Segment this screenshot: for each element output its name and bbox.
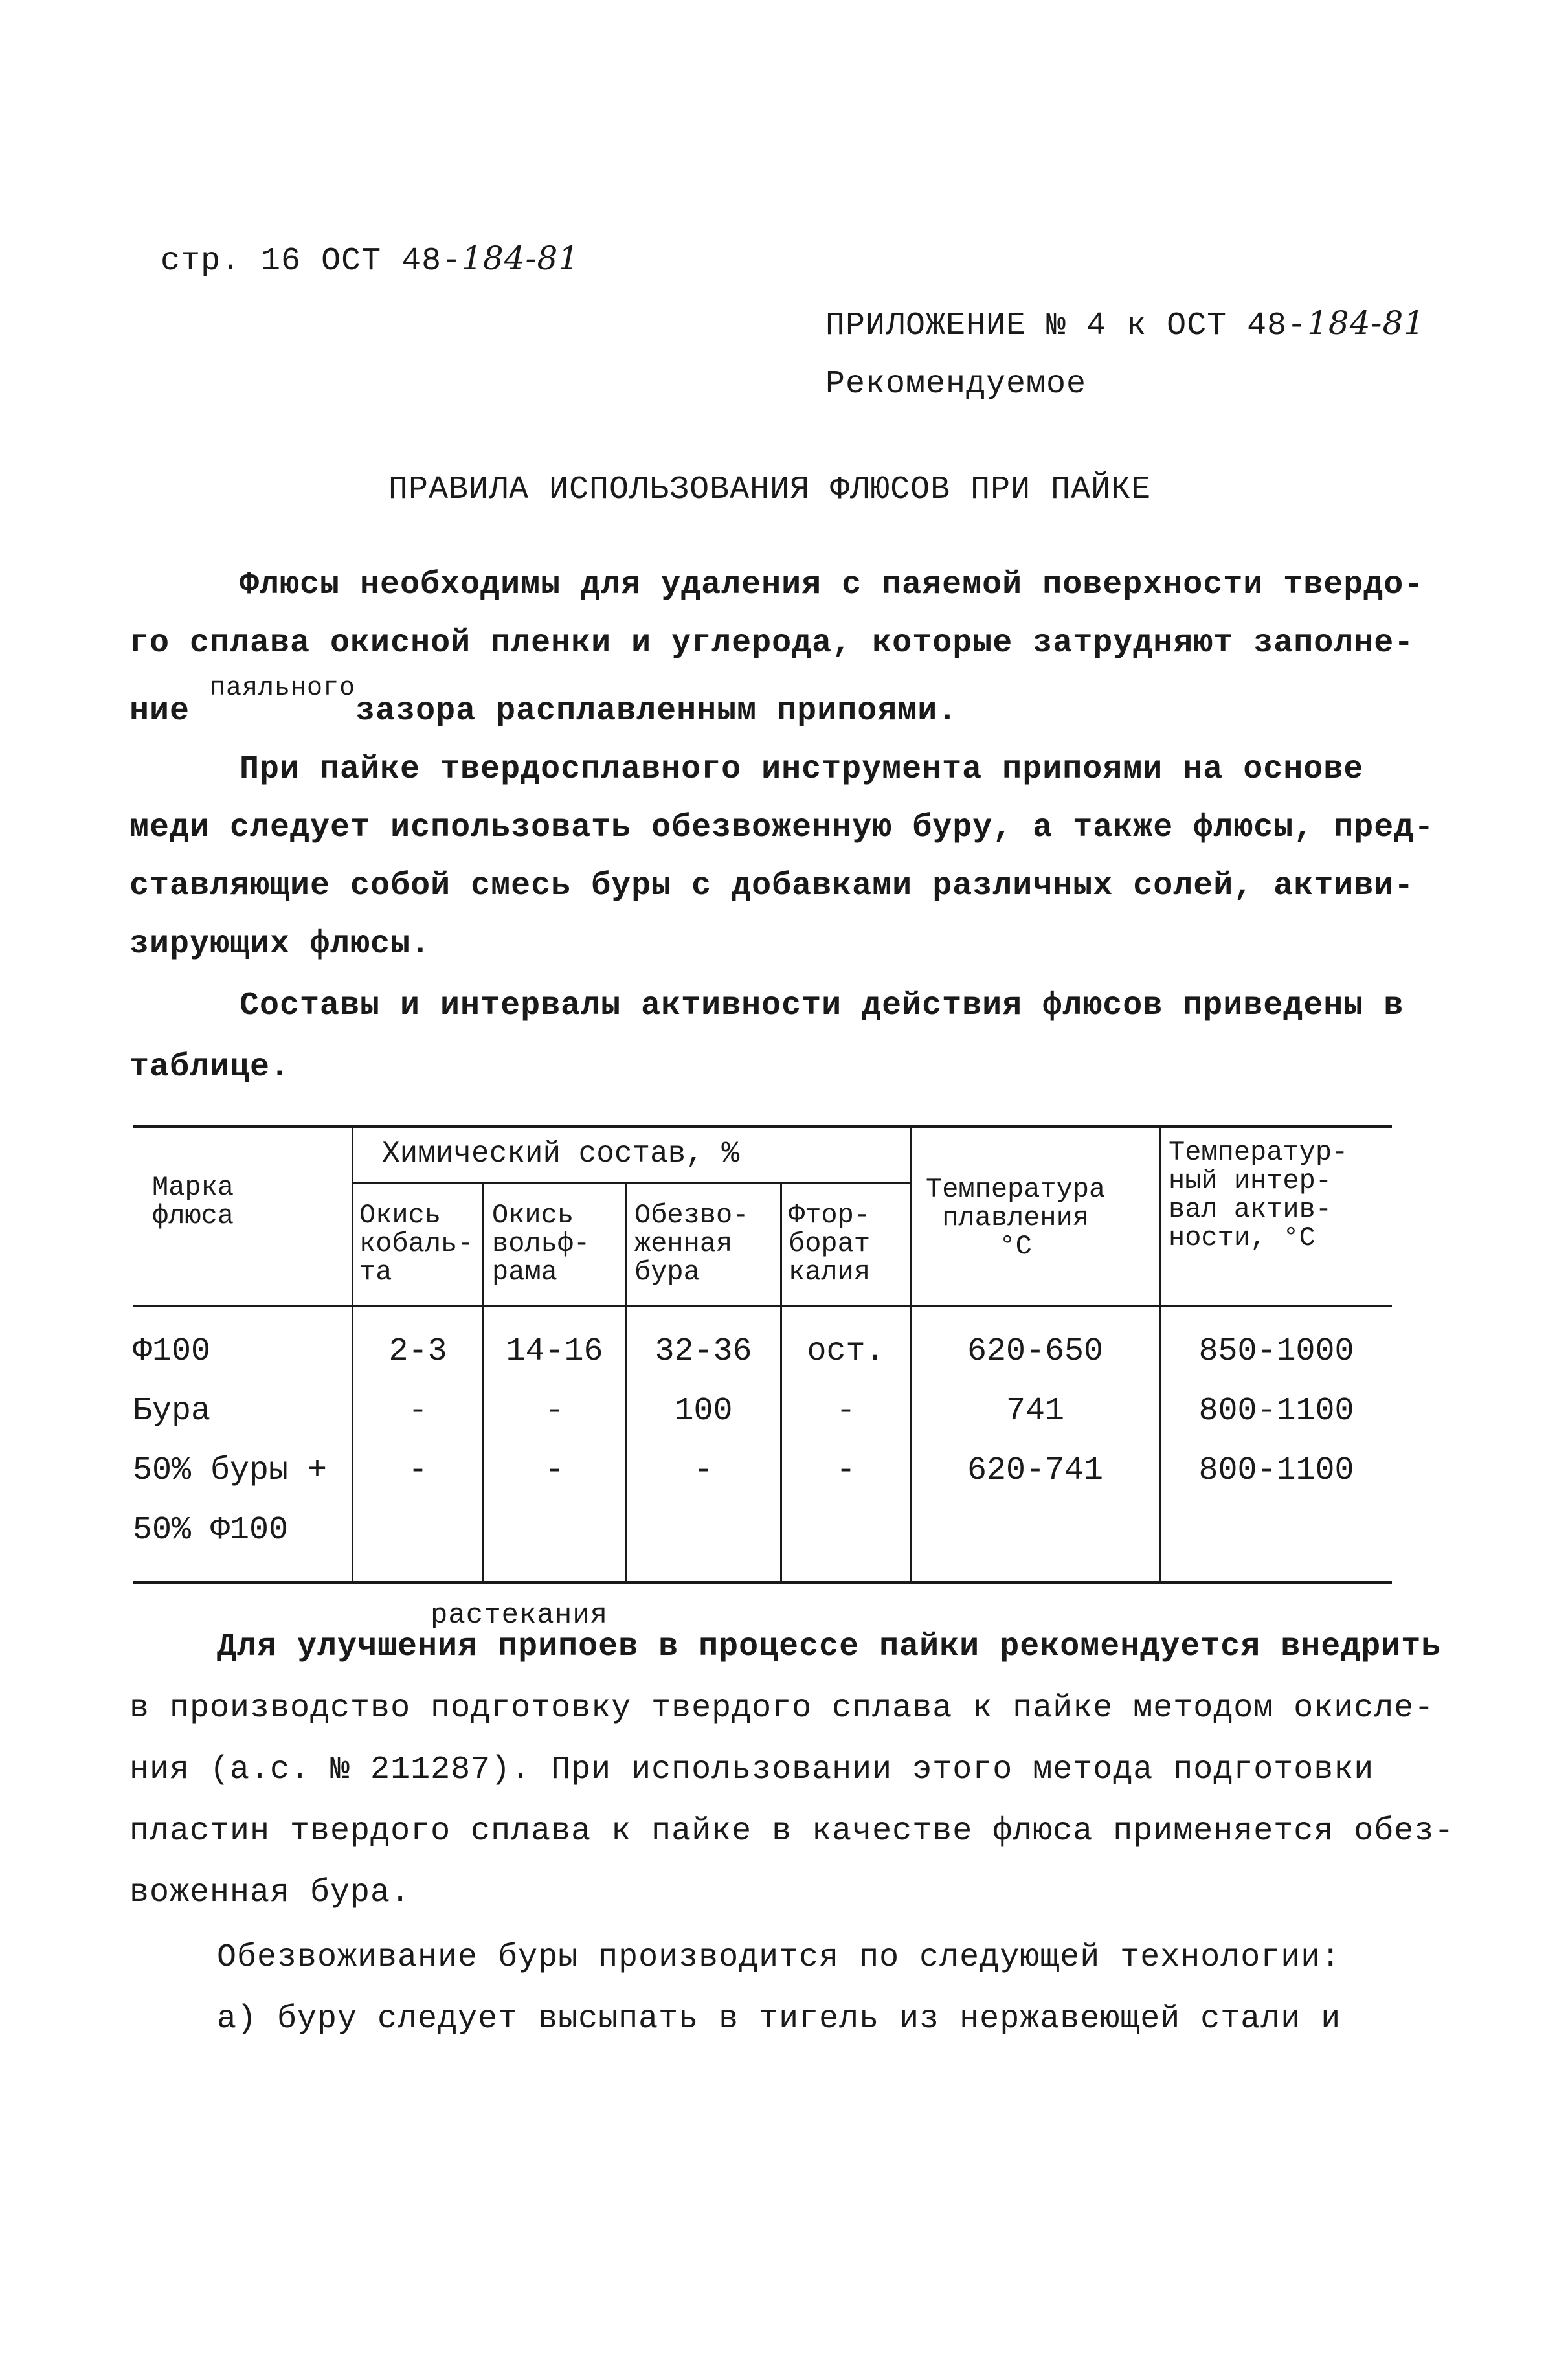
header-melting-temperature: Температура плавления °С xyxy=(926,1174,1106,1262)
standard-code: ОСТ 48- xyxy=(321,243,462,280)
p4-line2: в производство подготовку твердого сплава к пайке методом окисле- xyxy=(129,1690,1435,1727)
table-cell-fluoro: ост. xyxy=(807,1333,885,1370)
table-cell-interval: 800-1100 xyxy=(1198,1452,1354,1489)
table-top-rule xyxy=(133,1125,1392,1128)
table-cell-interval: 800-1100 xyxy=(1198,1393,1354,1430)
p4-line4: пластин твердого сплава к пайке в качестве флюса применяется обез- xyxy=(129,1813,1455,1850)
table-cell-fluoro: - xyxy=(836,1452,856,1489)
p1-line2: го сплава окисной пленки и углерода, которые затрудняют заполне- xyxy=(129,625,1415,662)
table-cell-tungsten: 14-16 xyxy=(506,1333,603,1370)
p2-line2: меди следует использовать обезвоженную буру, а также флюсы, пред- xyxy=(129,809,1435,846)
table-cell-brand: 50% Ф100 xyxy=(133,1512,289,1549)
page-number: 16 xyxy=(261,243,302,280)
table-cell-brand: 50% буры + xyxy=(133,1452,328,1489)
page-header xyxy=(161,240,579,280)
table-cell-cobalt: - xyxy=(408,1393,428,1430)
header-activity-interval: Температур- ный интер- вал актив- ности, °С xyxy=(1169,1137,1349,1253)
standard-number-handwritten: 184-81 xyxy=(462,240,580,277)
table-cell-melt: 620-741 xyxy=(967,1452,1104,1489)
table-cell-tungsten: - xyxy=(544,1393,565,1430)
p1-line1: Флюсы необходимы для удаления с паяемой поверхности твердо- xyxy=(240,567,1424,603)
p3-line1: Составы и интервалы активности действия флюсов приведены в xyxy=(240,987,1404,1024)
p2-line4: зирующих флюсы. xyxy=(129,926,431,963)
table-cell-cobalt: 2-3 xyxy=(388,1333,447,1370)
p1-inserted-word: паяльного xyxy=(210,674,356,703)
appendix-title-text: ПРИЛОЖЕНИЕ № 4 к ОСТ 48- xyxy=(825,308,1308,344)
header-dehydrated-borax: Обезво- женная бура xyxy=(634,1200,749,1288)
col-divider-2 xyxy=(482,1184,484,1581)
table-cell-tungsten: - xyxy=(544,1452,565,1489)
page-prefix: стр. xyxy=(161,243,241,280)
p4-line5: воженная бура. xyxy=(129,1874,411,1911)
p2-line3: ставляющие собой смесь буры с добавками различных солей, активи- xyxy=(129,868,1415,905)
header-potassium-fluoroborate: Фтор- борат калия xyxy=(789,1200,871,1288)
p5-line2: а) буру следует высыпать в тигель из нержавеющей стали и xyxy=(217,2001,1341,2038)
appendix-title xyxy=(825,304,1425,344)
p4-line1: Для улучшения припоев в процессе пайки рекомендуется внедрить xyxy=(217,1628,1442,1665)
appendix-status: Рекомендуемое xyxy=(825,366,1087,403)
table-cell-melt: 620-650 xyxy=(967,1333,1104,1370)
table-bottom-rule xyxy=(133,1581,1392,1584)
chem-sub-rule xyxy=(353,1182,910,1184)
p4-inserted-word: растекания xyxy=(431,1599,609,1632)
table-cell-brand: Бура xyxy=(133,1393,211,1430)
table-cell-borax: - xyxy=(693,1452,713,1489)
section-heading: ПРАВИЛА ИСПОЛЬЗОВАНИЯ ФЛЮСОВ ПРИ ПАЙКЕ xyxy=(388,471,1152,508)
p1-line3-start: ние xyxy=(129,693,190,730)
table-cell-interval: 850-1000 xyxy=(1198,1333,1354,1370)
p3-line2: таблице. xyxy=(129,1049,291,1086)
header-cobalt-oxide: Окись кобаль- та xyxy=(359,1200,474,1288)
p1-line3-end: зазора расплавленным припоями. xyxy=(355,693,958,730)
header-brand: Марка флюса xyxy=(152,1172,234,1231)
col-divider-3 xyxy=(625,1184,627,1581)
table-cell-brand: Ф100 xyxy=(133,1333,211,1370)
p2-line1: При пайке твердосплавного инструмента припоями на основе xyxy=(240,751,1364,788)
table-cell-borax: 32-36 xyxy=(655,1333,752,1370)
table-cell-melt: 741 xyxy=(1005,1393,1064,1430)
header-bottom-rule xyxy=(133,1305,1392,1307)
table-cell-fluoro: - xyxy=(836,1393,856,1430)
header-chemical-composition: Химический состав, % xyxy=(382,1137,740,1171)
header-tungsten-oxide: Окись вольф- рама xyxy=(492,1200,590,1288)
appendix-number-handwritten: 184-81 xyxy=(1307,304,1426,342)
col-divider-4 xyxy=(780,1184,782,1581)
p1-line3 xyxy=(129,674,958,730)
p4-line3: ния (а.с. № 211287). При использовании этого метода подготовки xyxy=(129,1751,1374,1788)
p5-line1: Обезвоживание буры производится по следующей технологии: xyxy=(217,1939,1341,1976)
table-cell-borax: 100 xyxy=(674,1393,733,1430)
table-cell-cobalt: - xyxy=(408,1452,428,1489)
